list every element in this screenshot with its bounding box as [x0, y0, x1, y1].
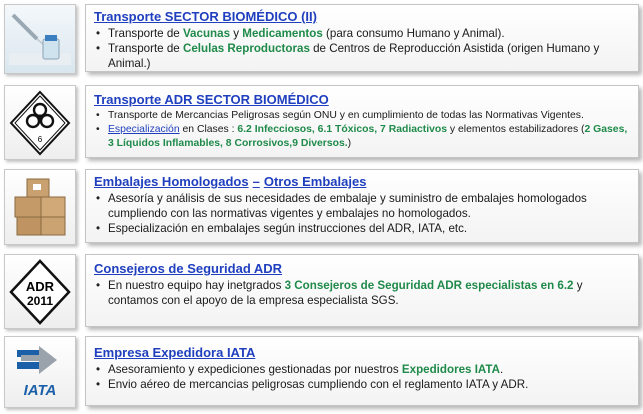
bullet-item: • Especialización en embalajes según instrucciones del ADR, IATA, etc.: [108, 221, 630, 236]
boxes-icon: [4, 169, 76, 245]
bullet-item: • Transporte de Vacunas y Medicamentos (para consumo Humano y Animal).: [108, 26, 630, 41]
svg-text:IATA: IATA: [23, 382, 57, 399]
bullet-item: • Transporte de Celulas Reproductoras de Centros de Reproducción Asistida (origen Humano y Animal.): [108, 41, 630, 71]
bullet-item: • Envio aéreo de mercancias peligrosas cumpliendo con el reglamento IATA y ADR.: [108, 377, 630, 392]
vaccine-vial-icon: [4, 4, 76, 74]
block-title[interactable]: Transporte SECTOR BIOMÉDICO (II): [94, 9, 317, 24]
iata-logo-icon: [4, 336, 76, 408]
bullet-item: • Asesoramiento y expediciones gestionadas por nuestros Expedidores IATA.: [108, 362, 630, 377]
especializacion-link[interactable]: Especialización: [108, 124, 180, 135]
otros-embalajes-link[interactable]: Otros Embalajes: [263, 174, 367, 189]
bullet-item: • Especialización en Clases : 6.2 Infecciosos, 6.1 Tóxicos, 7 Radiactivos y elementos estabilizadores (2 Gases, 3 Líquidos Inflamables, 8 Corrosivos,9 Diversos.): [108, 123, 630, 151]
svg-text:ADR: ADR: [25, 278, 55, 294]
adr-diamond-icon: [4, 254, 76, 329]
service-block-iata: [4, 336, 639, 406]
service-block-biomedico: [4, 4, 639, 72]
service-panel: [85, 254, 639, 327]
service-panel: [85, 169, 639, 243]
service-block-adr-biomedico: [4, 85, 639, 158]
bullet-item: • Asesoría y análisis de sus necesidades de embalaje y suministro de embalajes homologados cumpliendo con las normativas vigentes y embalajes no homologados.: [108, 191, 630, 221]
bullet-item: • En nuestro equipo hay inetgrados 3 Consejeros de Seguridad ADR especialistas en 6.2 y contamos con el apoyo de la empresa especialista SGS.: [108, 278, 630, 308]
block-title[interactable]: Consejeros de Seguridad ADR: [94, 261, 283, 276]
service-block-embalajes: [4, 169, 639, 243]
service-panel: [85, 4, 639, 72]
bullet-item: • Transporte de Mercancias Peligrosas según ONU y en cumplimiento de todas las Normativas Vigentes.: [108, 109, 630, 123]
embalajes-homologados-link[interactable]: Embalajes Homologados: [94, 174, 249, 189]
block-title: Embalajes Homologados – Otros Embalajes: [94, 174, 367, 189]
svg-text:6: 6: [37, 134, 43, 144]
svg-text:2011: 2011: [26, 293, 54, 308]
service-panel: [85, 85, 639, 158]
biohazard-icon: [4, 85, 76, 160]
service-panel: [85, 336, 639, 406]
block-title[interactable]: Empresa Expedidora IATA: [94, 345, 256, 360]
service-block-consejeros: [4, 254, 639, 327]
block-title[interactable]: Transporte ADR SECTOR BIOMÉDICO: [94, 92, 329, 107]
